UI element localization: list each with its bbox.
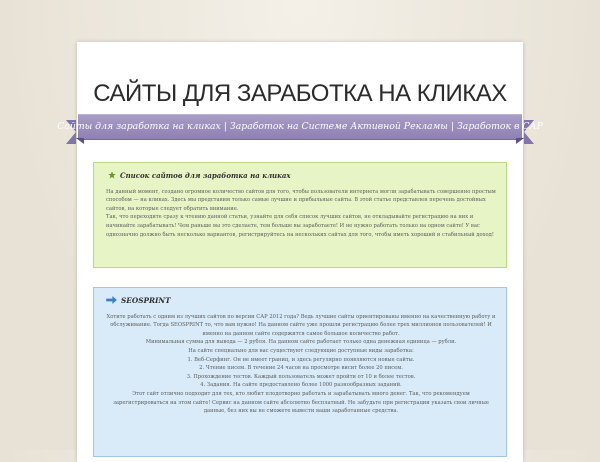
seosprint-box bbox=[93, 287, 507, 457]
nav-link-clicks[interactable]: Сайты для заработка на кликах bbox=[57, 120, 221, 132]
main-navigation bbox=[57, 116, 543, 136]
ribbon-fold-right bbox=[516, 138, 524, 144]
seosprint-title[interactable]: SEOSPRINT bbox=[121, 296, 171, 305]
nav-separator: | bbox=[223, 120, 227, 132]
ribbon-fold-left bbox=[76, 138, 84, 144]
arrow-right-icon bbox=[106, 296, 117, 307]
site-title[interactable]: САЙТЫ ДЛЯ ЗАРАБОТКА НА КЛИКАХ bbox=[93, 80, 507, 107]
intro-paragraph: На данный момент, создано огромное количество сайтов для того, чтобы пользователи интернета могли зарабатывать совершенно простым способом — на кликах. Здесь мы представим только самые лучшие и прибыльные сайты. В этой статье представлен перечень достойных сайтов, на которые следует обратить внимание. bbox=[106, 188, 496, 212]
seosprint-list-item: 4. Задания. На сайте предоставлено более 1000 разнообразных заданий. bbox=[200, 382, 402, 389]
seosprint-paragraph: Этот сайт отлично подходит для тех, кто любит плодотворно работать и зарабатывать много денег. Так, что рекомендуем зарегистрироваться на этом сайте! Сервис на данном сайте абсолютно бесплатный. Не забудьте при регистрации указать свои личные данные, без них вы не сможете вывести ваши заработанные средства. bbox=[113, 390, 489, 415]
nav-link-sar-earning[interactable]: Заработок в САР bbox=[457, 120, 543, 132]
seosprint-box-header bbox=[106, 296, 496, 307]
intro-box-title: Список сайтов для заработка на кликах bbox=[120, 171, 291, 180]
seosprint-list-item: 1. Веб-Серфинг. Он не имеет границ, и здесь регулярно появляются новые сайты. bbox=[187, 356, 415, 363]
seosprint-list-item: 2. Чтение писем. В течение 24 часов на просмотре висит более 20 писем. bbox=[199, 365, 403, 372]
star-icon bbox=[108, 171, 116, 182]
nav-link-sar[interactable]: Заработок на Системе Активной Рекламы bbox=[229, 120, 448, 132]
intro-paragraph: Так, что переходите сразу к чтению данной статьи, узнайте для себя список лучших сайтов, не откладывайте регистрацию на них и начинайте зарабатывать! Чем раньше вы это сделаете, тем больше вы заработаете! И не нужно работать только на одном сайте! У вас однозначно должно быть несколько вариантов, регистрируйтесь на нескольких сайтах для того, чтобы иметь хороший и стабильный доход! bbox=[106, 214, 494, 238]
seosprint-paragraph: Минимальная сумма для вывода — 2 рубля. На данном сайте работает только одна денежная единица — рубли. bbox=[145, 339, 457, 346]
nav-separator: | bbox=[450, 120, 455, 132]
intro-box-header bbox=[108, 171, 496, 182]
seosprint-paragraph: Хотите работать с одним из лучших сайтов по версии САР 2012 года? Ведь лучшие сайты ориентированы именно на качественную работу и обслуживание. Тогда SEOSPRINT то, что вам нужно! На данном сайте уже прошли регистрацию более трех миллионов пользователей! И именно на данном сайте содержится самое большое количество работ. bbox=[106, 313, 496, 337]
seosprint-list-item: 3. Прохождение тестов. Каждый пользователь может пройти от 10 и более тестов. bbox=[186, 373, 416, 380]
intro-box bbox=[93, 162, 507, 268]
seosprint-paragraph: На сайте специально для вас существуют следующие доступные виды заработка: bbox=[188, 347, 414, 354]
